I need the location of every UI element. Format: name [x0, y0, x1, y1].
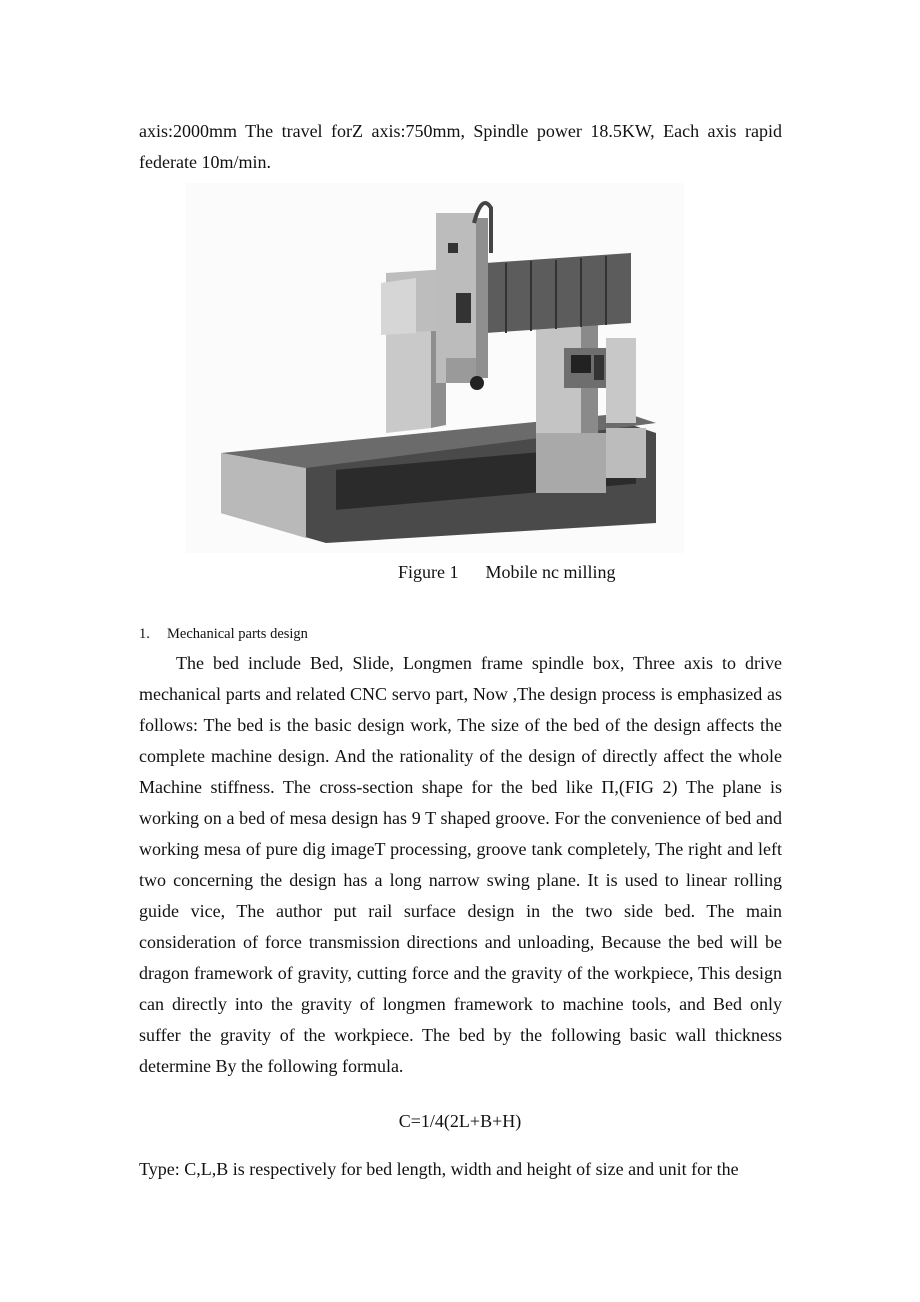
figure-label: Figure 1 — [398, 562, 459, 582]
tail-paragraph: Type: C,L,B is respectively for bed length, width and height of size and unit for the — [139, 1159, 739, 1179]
tail-section — [139, 1154, 782, 1185]
formula: C=1/4(2L+B+H) — [398, 1111, 522, 1131]
milling-machine-figure — [186, 183, 684, 553]
section-heading — [139, 624, 308, 644]
milling-machine-illustration — [186, 183, 684, 553]
section-title: Mechanical parts design — [167, 626, 308, 642]
intro-paragraph: axis:2000mm The travel forZ axis:750mm, Spindle power 18.5KW, Each axis rapid federate 10m/min. — [139, 121, 782, 172]
figure-caption — [398, 560, 616, 584]
figure-caption-text: Mobile nc milling — [485, 562, 616, 582]
body-paragraph: The bed include Bed, Slide, Longmen frame spindle box, Three axis to drive mechanical parts and related CNC servo part, Now ,The design process is emphasized as follows: The bed is the basic design work, The size of the bed of the design affects the complete machine design. And the rationality of the design of directly affect the whole Machine stiffness. The cross-section shape for the bed like Π,(FIG 2) The plane is working on a bed of mesa design has 9 T shaped groove. For the convenience of bed and working mesa of pure dig imageT processing, groove tank completely, The right and left two concerning the design has a long narrow swing plane. It is used to linear rolling guide vice, The author put rail surface design in the two side bed. The main consideration of force transmission directions and unloading, Because the bed will be dragon framework of gravity, cutting force and the gravity of the workpiece, This design can directly into the gravity of longmen framework to machine tools, and Bed only suffer the gravity of the workpiece. The bed by the following basic wall thickness determine By the following formula. — [139, 653, 782, 1076]
section-number: 1. — [139, 626, 150, 642]
body-section — [139, 648, 782, 1082]
